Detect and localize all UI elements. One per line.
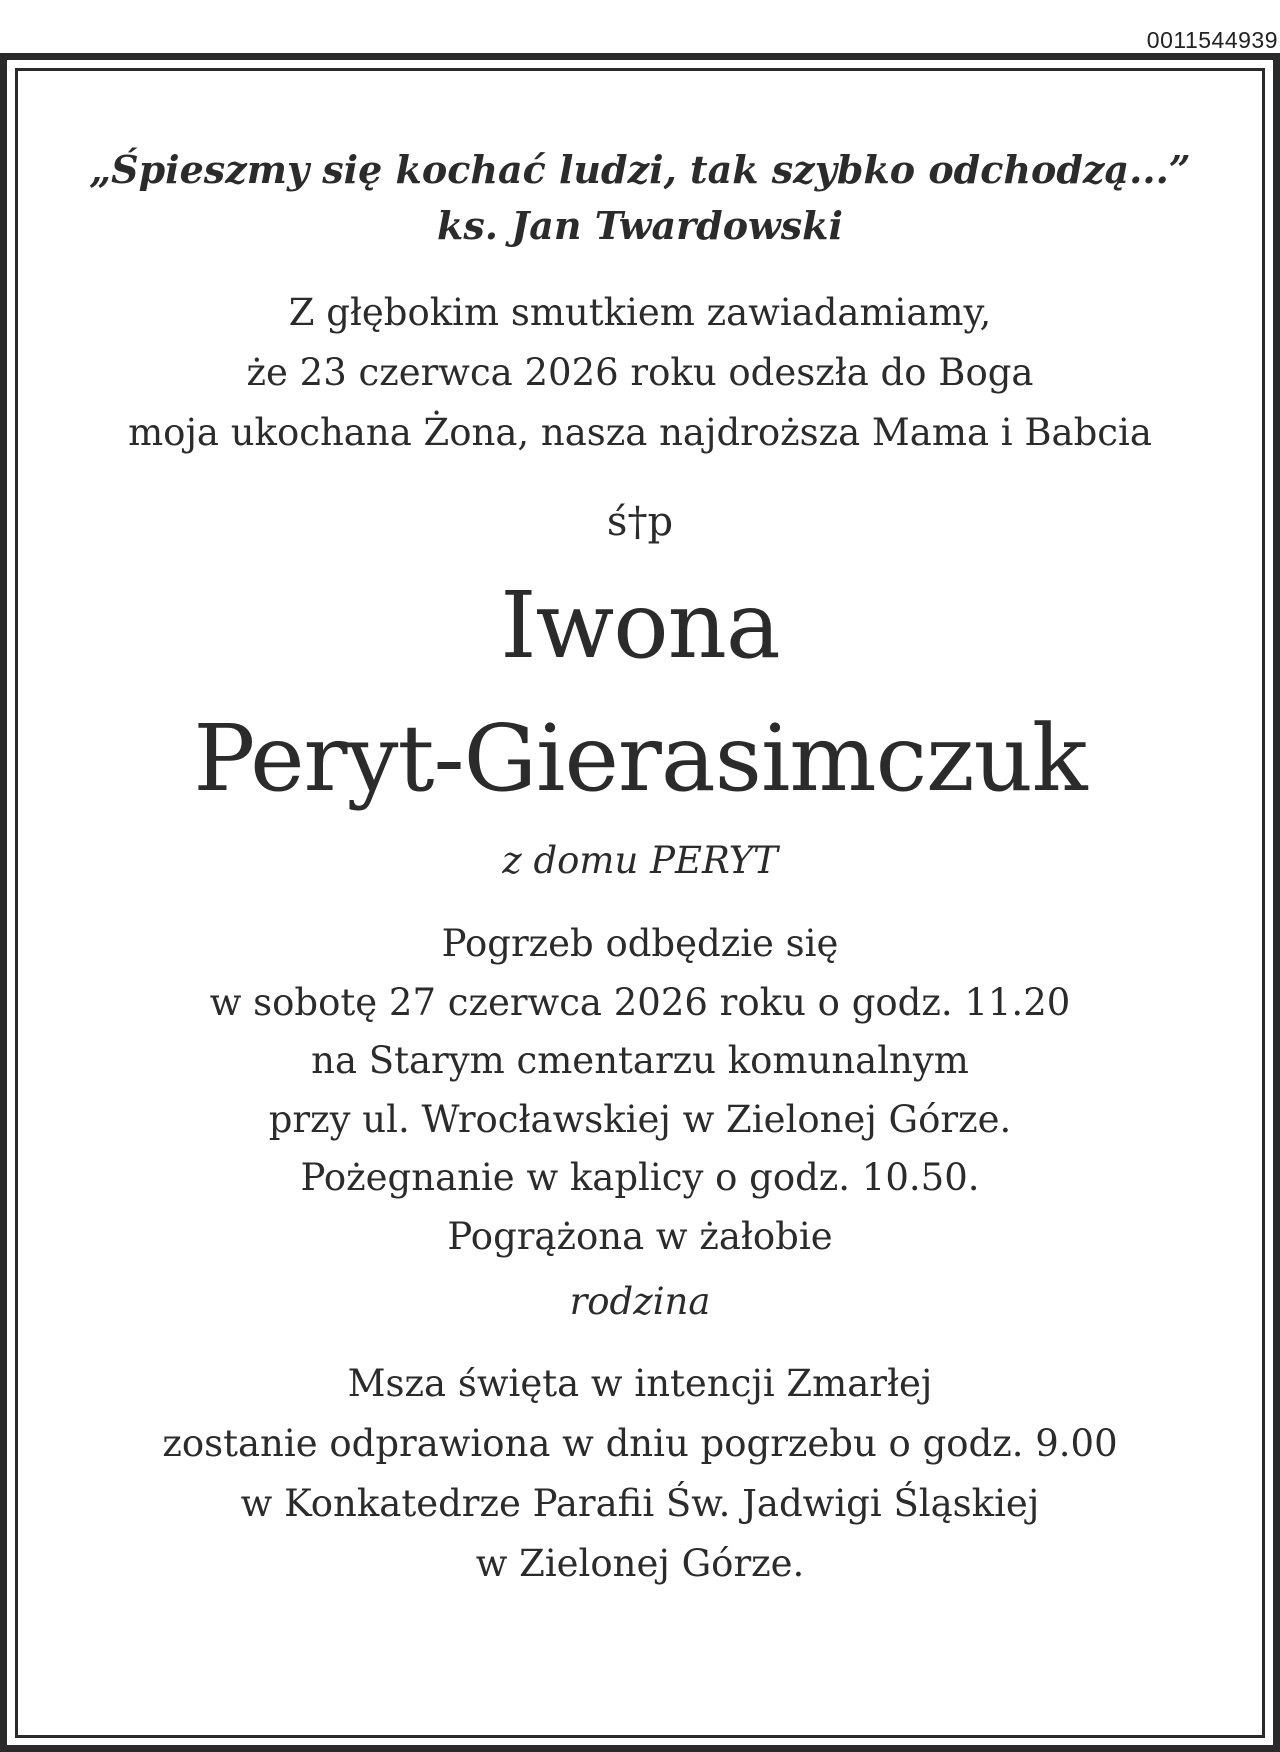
deceased-first-name: Iwona — [500, 572, 780, 679]
funeral-line: na Starym cmentarzu komunalnym — [311, 1039, 969, 1082]
funeral-line: przy ul. Wrocławskiej w Zielonej Górze. — [268, 1097, 1012, 1141]
funeral-line: w sobotę 27 czerwca 2026 roku o godz. 11.20 — [209, 980, 1071, 1024]
announcement — [18, 283, 1262, 463]
funeral-line: Pożegnanie w kaplicy o godz. 10.50. — [300, 1156, 980, 1199]
announcement-line: że 23 czerwca 2026 roku odeszła do Boga — [246, 351, 1034, 394]
funeral-line: Pogrzeb odbędzie się — [441, 922, 839, 965]
announcement-line: Z głębokim smutkiem zawiadamiamy, — [288, 291, 992, 334]
mass-line: Msza święta w intencji Zmarłej — [347, 1362, 933, 1405]
mass-details — [18, 1354, 1262, 1594]
mass-line: w Konkatedrze Parafii Św. Jadwigi Śląskiej — [240, 1482, 1040, 1525]
ad-id-number: 0011544939 — [1146, 27, 1278, 53]
funeral-line: Pogrążona w żałobie — [447, 1214, 833, 1258]
obituary-content — [18, 71, 1262, 1594]
motto-author: ks. Jan Twardowski — [437, 203, 843, 248]
maiden-name: z domu PERYT — [502, 839, 778, 882]
motto-quote: „Śpieszmy się kochać ludzi, tak szybko odchodzą...” — [89, 147, 1191, 192]
motto — [18, 142, 1262, 254]
mass-line: zostanie odprawiona w dniu pogrzebu o godz. 9.00 — [162, 1422, 1118, 1465]
funeral-details — [18, 915, 1262, 1266]
deceased-name — [18, 559, 1262, 825]
stp-cross-mark: ś†p — [606, 499, 674, 545]
deceased-last-name: Peryt-Gierasimczuk — [193, 705, 1087, 812]
announcement-line: moja ukochana Żona, nasza najdroższa Mama i Babcia — [128, 411, 1152, 454]
mass-line: w Zielonej Górze. — [475, 1542, 805, 1585]
family-signature: rodzina — [569, 1280, 711, 1323]
